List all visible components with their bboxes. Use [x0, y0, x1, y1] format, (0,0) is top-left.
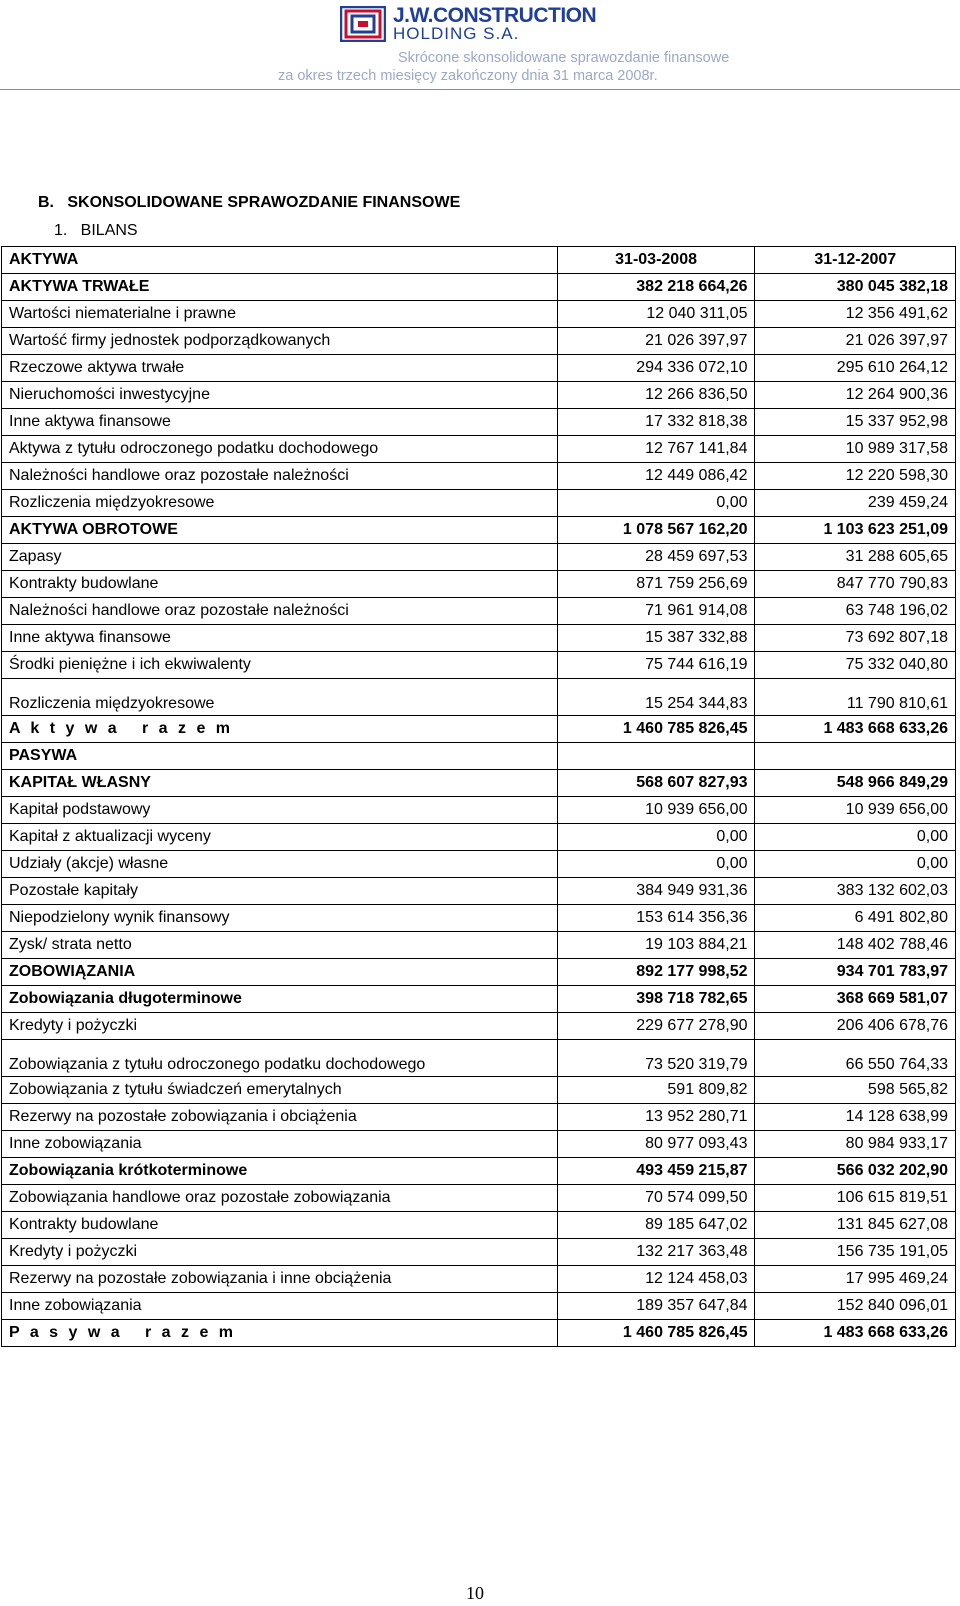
table-row: [2, 1266, 956, 1293]
row-label: Inne aktywa finansowe: [2, 625, 558, 652]
value-2007-12-31: 380 045 382,18: [755, 274, 956, 301]
value-2008-03-31: 382 218 664,26: [557, 274, 755, 301]
table-row: [2, 247, 956, 274]
value-2007-12-31: 148 402 788,46: [755, 932, 956, 959]
table-row: [2, 986, 956, 1013]
value-2007-12-31: 239 459,24: [755, 490, 956, 517]
row-label: Aktywa z tytułu odroczonego podatku dochodowego: [2, 436, 558, 463]
table-row: [2, 490, 956, 517]
row-label: Rozliczenia międzyokresowe: [2, 679, 558, 716]
value-2007-12-31: 63 748 196,02: [755, 598, 956, 625]
row-label: Zapasy: [2, 544, 558, 571]
company-logo-icon: [340, 6, 386, 42]
row-label: Pozostałe kapitały: [2, 878, 558, 905]
table-row: [2, 679, 956, 716]
row-label: Rezerwy na pozostałe zobowiązania i obciążenia: [2, 1104, 558, 1131]
value-2008-03-31: 0,00: [557, 824, 755, 851]
value-2007-12-31: 598 565,82: [755, 1077, 956, 1104]
table-row: [2, 1158, 956, 1185]
value-2008-03-31: 19 103 884,21: [557, 932, 755, 959]
value-2007-12-31: 17 995 469,24: [755, 1266, 956, 1293]
table-row: [2, 770, 956, 797]
row-label: AKTYWA TRWAŁE: [2, 274, 558, 301]
table-row: [2, 824, 956, 851]
value-2008-03-31: 21 026 397,97: [557, 328, 755, 355]
row-label: Rezerwy na pozostałe zobowiązania i inne obciążenia: [2, 1266, 558, 1293]
value-2008-03-31: 153 614 356,36: [557, 905, 755, 932]
table-row: [2, 274, 956, 301]
value-2007-12-31: 847 770 790,83: [755, 571, 956, 598]
table-row: [2, 1077, 956, 1104]
value-2008-03-31: 13 952 280,71: [557, 1104, 755, 1131]
row-label: Zobowiązania krótkoterminowe: [2, 1158, 558, 1185]
value-2007-12-31: 0,00: [755, 824, 956, 851]
table-row: [2, 517, 956, 544]
row-label: Zobowiązania handlowe oraz pozostałe zobowiązania: [2, 1185, 558, 1212]
row-label: Kapitał podstawowy: [2, 797, 558, 824]
page-header: [0, 0, 960, 94]
value-2008-03-31: 31-03-2008: [557, 247, 755, 274]
page-number: 10: [466, 1583, 484, 1603]
value-2007-12-31: 548 966 849,29: [755, 770, 956, 797]
value-2008-03-31: 871 759 256,69: [557, 571, 755, 598]
value-2008-03-31: 75 744 616,19: [557, 652, 755, 679]
row-label: Kontrakty budowlane: [2, 1212, 558, 1239]
table-row: [2, 1239, 956, 1266]
row-label: Zobowiązania z tytułu świadczeń emerytalnych: [2, 1077, 558, 1104]
value-2007-12-31: 12 264 900,36: [755, 382, 956, 409]
row-label: AKTYWA: [2, 247, 558, 274]
table-row: [2, 598, 956, 625]
row-label: Zobowiązania długoterminowe: [2, 986, 558, 1013]
row-label: Niepodzielony wynik finansowy: [2, 905, 558, 932]
value-2008-03-31: 15 387 332,88: [557, 625, 755, 652]
table-row: [2, 716, 956, 743]
value-2008-03-31: 892 177 998,52: [557, 959, 755, 986]
value-2008-03-31: 1 460 785 826,45: [557, 1320, 755, 1347]
brand-subtitle: HOLDING S.A.: [393, 24, 520, 43]
value-2007-12-31: 15 337 952,98: [755, 409, 956, 436]
value-2007-12-31: 934 701 783,97: [755, 959, 956, 986]
value-2007-12-31: 75 332 040,80: [755, 652, 956, 679]
value-2008-03-31: 17 332 818,38: [557, 409, 755, 436]
row-label: PASYWA: [2, 743, 558, 770]
value-2008-03-31: 384 949 931,36: [557, 878, 755, 905]
row-label: P a s y w a r a z e m: [2, 1320, 558, 1347]
row-label: A k t y w a r a z e m: [2, 716, 558, 743]
value-2008-03-31: 0,00: [557, 851, 755, 878]
table-row: [2, 463, 956, 490]
value-2008-03-31: 189 357 647,84: [557, 1293, 755, 1320]
value-2007-12-31: 131 845 627,08: [755, 1212, 956, 1239]
value-2007-12-31: 566 032 202,90: [755, 1158, 956, 1185]
value-2008-03-31: 1 078 567 162,20: [557, 517, 755, 544]
value-2008-03-31: 28 459 697,53: [557, 544, 755, 571]
value-2007-12-31: [755, 743, 956, 770]
value-2008-03-31: 80 977 093,43: [557, 1131, 755, 1158]
value-2008-03-31: 493 459 215,87: [557, 1158, 755, 1185]
value-2007-12-31: 73 692 807,18: [755, 625, 956, 652]
value-2008-03-31: 12 040 311,05: [557, 301, 755, 328]
row-label: Inne aktywa finansowe: [2, 409, 558, 436]
section-subtitle: 1. BILANS: [54, 222, 138, 239]
row-label: Zysk/ strata netto: [2, 932, 558, 959]
value-2007-12-31: 12 220 598,30: [755, 463, 956, 490]
value-2007-12-31: 10 989 317,58: [755, 436, 956, 463]
row-label: Należności handlowe oraz pozostałe należności: [2, 598, 558, 625]
row-label: Kapitał z aktualizacji wyceny: [2, 824, 558, 851]
value-2007-12-31: 11 790 810,61: [755, 679, 956, 716]
value-2008-03-31: 73 520 319,79: [557, 1040, 755, 1077]
value-2007-12-31: 0,00: [755, 851, 956, 878]
row-label: Wartość firmy jednostek podporządkowanych: [2, 328, 558, 355]
row-label: Wartości niematerialne i prawne: [2, 301, 558, 328]
value-2008-03-31: 591 809,82: [557, 1077, 755, 1104]
table-row: [2, 1212, 956, 1239]
row-label: Kredyty i pożyczki: [2, 1013, 558, 1040]
document-period: za okres trzech miesięcy zakończony dnia 31 marca 2008r.: [278, 68, 658, 84]
table-row: [2, 1104, 956, 1131]
row-label: Rozliczenia międzyokresowe: [2, 490, 558, 517]
table-row: [2, 905, 956, 932]
value-2008-03-31: 294 336 072,10: [557, 355, 755, 382]
value-2008-03-31: 0,00: [557, 490, 755, 517]
value-2007-12-31: 106 615 819,51: [755, 1185, 956, 1212]
value-2007-12-31: 368 669 581,07: [755, 986, 956, 1013]
table-row: [2, 932, 956, 959]
value-2007-12-31: 6 491 802,80: [755, 905, 956, 932]
balance-sheet-table: [1, 246, 956, 1347]
value-2007-12-31: 383 132 602,03: [755, 878, 956, 905]
table-row: [2, 959, 956, 986]
table-row: [2, 1131, 956, 1158]
table-row: [2, 1293, 956, 1320]
brand-name: J.W.CONSTRUCTION: [393, 4, 597, 27]
table-row: [2, 1013, 956, 1040]
value-2008-03-31: 71 961 914,08: [557, 598, 755, 625]
row-label: Środki pieniężne i ich ekwiwalenty: [2, 652, 558, 679]
value-2007-12-31: 10 939 656,00: [755, 797, 956, 824]
value-2007-12-31: 31 288 605,65: [755, 544, 956, 571]
row-label: Rzeczowe aktywa trwałe: [2, 355, 558, 382]
value-2007-12-31: 295 610 264,12: [755, 355, 956, 382]
table-row: [2, 743, 956, 770]
value-2008-03-31: 12 266 836,50: [557, 382, 755, 409]
value-2007-12-31: 206 406 678,76: [755, 1013, 956, 1040]
table-row: [2, 571, 956, 598]
value-2008-03-31: 12 449 086,42: [557, 463, 755, 490]
value-2008-03-31: 1 460 785 826,45: [557, 716, 755, 743]
table-row: [2, 625, 956, 652]
table-row: [2, 1320, 956, 1347]
value-2008-03-31: 132 217 363,48: [557, 1239, 755, 1266]
value-2008-03-31: 12 124 458,03: [557, 1266, 755, 1293]
section-title: B. SKONSOLIDOWANE SPRAWOZDANIE FINANSOWE: [38, 194, 461, 211]
table-row: [2, 544, 956, 571]
row-label: Inne zobowiązania: [2, 1293, 558, 1320]
row-label: Należności handlowe oraz pozostałe należności: [2, 463, 558, 490]
row-label: Kontrakty budowlane: [2, 571, 558, 598]
table-row: [2, 409, 956, 436]
table-row: [2, 878, 956, 905]
row-label: Udziały (akcje) własne: [2, 851, 558, 878]
value-2008-03-31: 70 574 099,50: [557, 1185, 755, 1212]
table-row: [2, 328, 956, 355]
table-row: [2, 851, 956, 878]
value-2008-03-31: 10 939 656,00: [557, 797, 755, 824]
row-label: Zobowiązania z tytułu odroczonego podatku dochodowego: [2, 1040, 558, 1077]
value-2007-12-31: 12 356 491,62: [755, 301, 956, 328]
value-2007-12-31: 21 026 397,97: [755, 328, 956, 355]
value-2008-03-31: 89 185 647,02: [557, 1212, 755, 1239]
row-label: Inne zobowiązania: [2, 1131, 558, 1158]
value-2008-03-31: 568 607 827,93: [557, 770, 755, 797]
value-2007-12-31: 1 103 623 251,09: [755, 517, 956, 544]
value-2007-12-31: 156 735 191,05: [755, 1239, 956, 1266]
table-row: [2, 382, 956, 409]
row-label: ZOBOWIĄZANIA: [2, 959, 558, 986]
value-2007-12-31: 1 483 668 633,26: [755, 1320, 956, 1347]
table-row: [2, 1040, 956, 1077]
document-title: Skrócone skonsolidowane sprawozdanie finansowe: [398, 50, 730, 66]
value-2007-12-31: 31-12-2007: [755, 247, 956, 274]
value-2007-12-31: 1 483 668 633,26: [755, 716, 956, 743]
header-divider: [0, 89, 960, 90]
row-label: KAPITAŁ WŁASNY: [2, 770, 558, 797]
table-row: [2, 355, 956, 382]
value-2008-03-31: 229 677 278,90: [557, 1013, 755, 1040]
row-label: Nieruchomości inwestycyjne: [2, 382, 558, 409]
value-2008-03-31: [557, 743, 755, 770]
table-row: [2, 797, 956, 824]
row-label: Kredyty i pożyczki: [2, 1239, 558, 1266]
value-2007-12-31: 14 128 638,99: [755, 1104, 956, 1131]
value-2007-12-31: 80 984 933,17: [755, 1131, 956, 1158]
value-2008-03-31: 398 718 782,65: [557, 986, 755, 1013]
value-2007-12-31: 66 550 764,33: [755, 1040, 956, 1077]
table-row: [2, 436, 956, 463]
value-2008-03-31: 12 767 141,84: [557, 436, 755, 463]
row-label: AKTYWA OBROTOWE: [2, 517, 558, 544]
value-2007-12-31: 152 840 096,01: [755, 1293, 956, 1320]
table-row: [2, 652, 956, 679]
value-2008-03-31: 15 254 344,83: [557, 679, 755, 716]
table-row: [2, 301, 956, 328]
table-row: [2, 1185, 956, 1212]
